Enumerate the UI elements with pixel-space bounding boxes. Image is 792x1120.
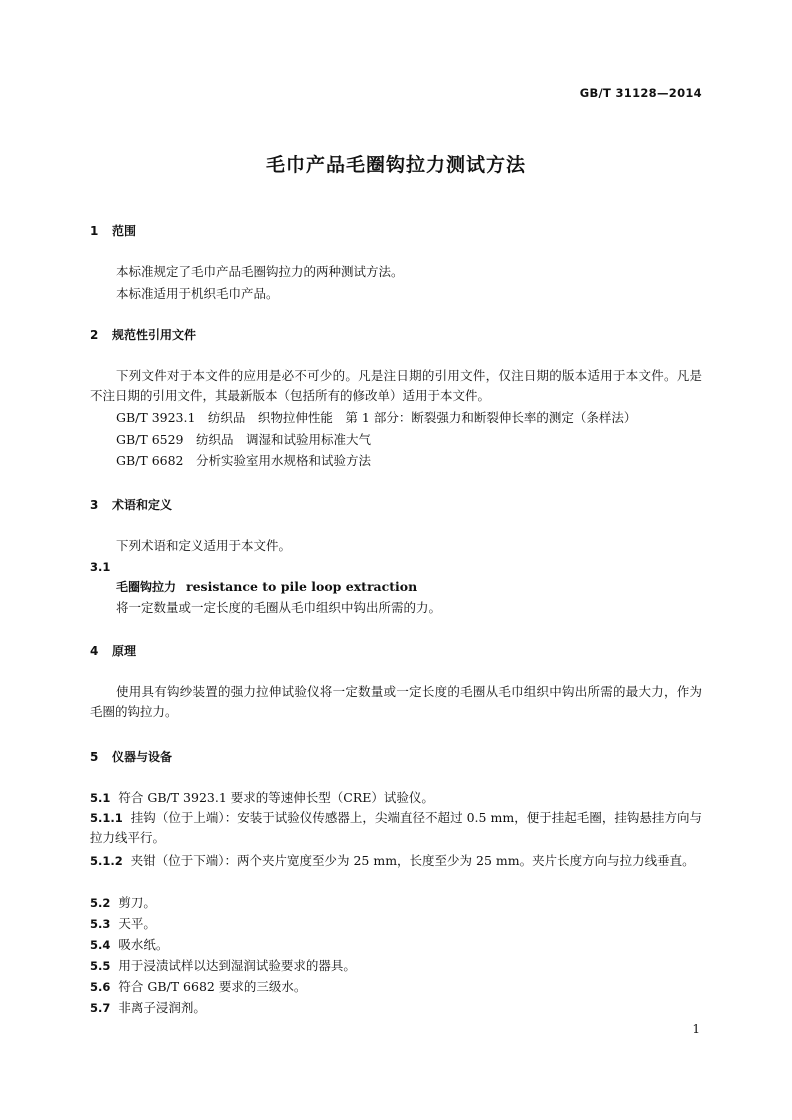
clause-item — [90, 935, 702, 955]
page-number: 1 — [692, 1022, 700, 1036]
section-5-heading — [90, 748, 172, 765]
reference-item: GB/T 6682 分析实验室用水规格和试验方法 — [116, 453, 372, 468]
clause-text: 非离子浸润剂。 — [118, 1000, 206, 1015]
clause-number: 5.1.2 — [90, 854, 123, 868]
scope-line-2: 本标准适用于机织毛巾产品。 — [116, 286, 279, 301]
section-1-heading — [90, 222, 136, 239]
section-3-heading — [90, 496, 172, 513]
section-2-heading — [90, 326, 196, 343]
clause-number: 5.3 — [90, 917, 111, 931]
clause-number: 5.5 — [90, 959, 111, 973]
clause-number: 5.2 — [90, 896, 111, 910]
clause-item — [90, 808, 702, 848]
clause-item — [90, 851, 702, 871]
scope-line-1: 本标准规定了毛巾产品毛圈钩拉力的两种测试方法。 — [116, 264, 404, 279]
clause-text: 用于浸渍试样以达到湿润试验要求的器具。 — [118, 958, 356, 973]
section-number: 3 — [90, 498, 99, 512]
clause-text: 符合 GB/T 3923.1 要求的等速伸长型（CRE）试验仪。 — [118, 790, 434, 805]
reference-item: GB/T 3923.1 纺织品 织物拉伸性能 第 1 部分：断裂强力和断裂伸长率的测定（条样法） — [116, 410, 637, 425]
clause-item — [90, 893, 702, 913]
document-title: 毛巾产品毛圈钩拉力测试方法 — [265, 154, 526, 176]
term-chinese: 毛圈钩拉力 — [116, 580, 177, 594]
clause-text: 挂钩（位于上端）：安装于试验仪传感器上，尖端直径不超过 0.5 mm，便于挂起毛圈，挂钩悬挂方向与拉力线平行。 — [90, 810, 702, 845]
clause-item — [90, 977, 702, 997]
standard-number: GB/T 31128—2014 — [579, 86, 702, 100]
term-english: resistance to pile loop extraction — [186, 579, 418, 594]
clause-item — [90, 998, 702, 1018]
term-number: 3.1 — [90, 560, 111, 574]
references-intro: 下列文件对于本文件的应用是必不可少的。凡是注日期的引用文件，仅注日期的版本适用于本文件。凡是不注日期的引用文件，其最新版本（包括所有的修改单）适用于本文件。 — [90, 368, 702, 403]
clause-item — [90, 914, 702, 934]
term-definition: 将一定数量或一定长度的毛圈从毛巾组织中钩出所需的力。 — [116, 600, 442, 615]
clause-number: 5.4 — [90, 938, 111, 952]
section-number: 5 — [90, 750, 99, 764]
section-4-heading — [90, 642, 136, 659]
clause-text: 吸水纸。 — [118, 937, 169, 952]
clause-item — [90, 956, 702, 976]
clause-number: 5.1.1 — [90, 811, 123, 825]
principle-text: 使用具有钩纱装置的强力拉伸试验仪将一定数量或一定长度的毛圈从毛巾组织中钩出所需的最大力，作为毛圈的钩拉力。 — [90, 684, 702, 719]
section-number: 1 — [90, 224, 99, 238]
section-title: 原理 — [112, 644, 137, 658]
clause-text: 天平。 — [118, 916, 156, 931]
clause-number: 5.1 — [90, 791, 111, 805]
terms-intro: 下列术语和定义适用于本文件。 — [116, 538, 292, 553]
section-number: 2 — [90, 328, 99, 342]
section-title: 术语和定义 — [112, 498, 173, 512]
clause-text: 剪刀。 — [118, 895, 156, 910]
clause-text: 符合 GB/T 6682 要求的三级水。 — [118, 979, 307, 994]
clause-item — [90, 788, 702, 808]
section-number: 4 — [90, 644, 99, 658]
section-title: 范围 — [112, 224, 137, 238]
reference-item: GB/T 6529 纺织品 调湿和试验用标准大气 — [116, 432, 372, 447]
clause-number: 5.6 — [90, 980, 111, 994]
section-title: 仪器与设备 — [112, 750, 173, 764]
clause-text: 夹钳（位于下端）：两个夹片宽度至少为 25 mm，长度至少为 25 mm。夹片长度方向与拉力线垂直。 — [130, 853, 695, 868]
clause-number: 5.7 — [90, 1001, 111, 1015]
term-title — [116, 577, 417, 597]
section-title: 规范性引用文件 — [112, 328, 197, 342]
